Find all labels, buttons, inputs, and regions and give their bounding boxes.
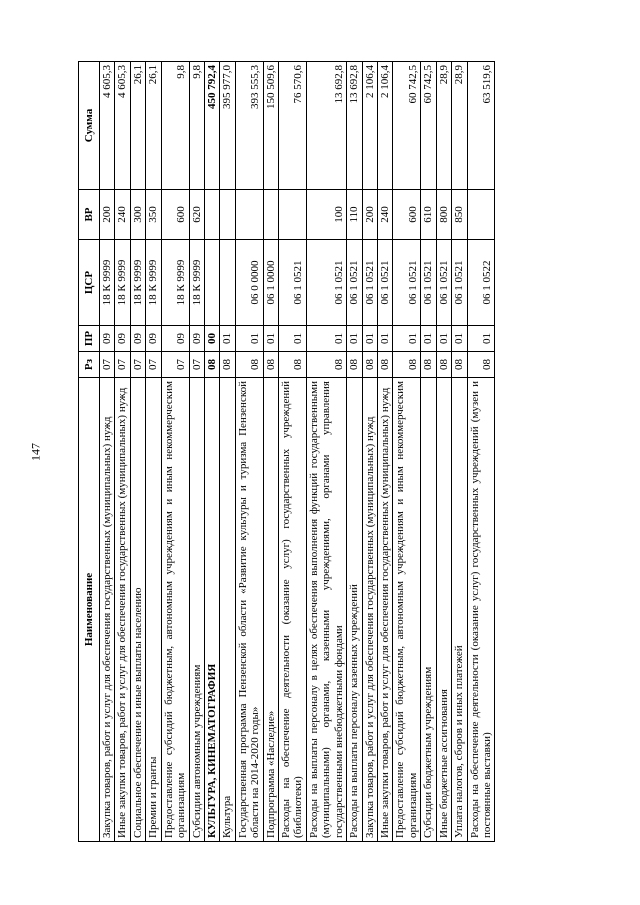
cell-csr: 18 К 9999 bbox=[100, 240, 115, 326]
cell-sum: 13 692,8 bbox=[347, 62, 362, 190]
budget-table bbox=[78, 61, 495, 842]
cell-name: Предоставление субсидий бюджетным, автономным учреждениям и иным некоммерческим организациям bbox=[161, 378, 189, 842]
cell-rz: 08 bbox=[263, 352, 278, 378]
cell-rz: 08 bbox=[220, 352, 235, 378]
cell-csr: 06 1 0521 bbox=[436, 240, 451, 326]
table-row bbox=[115, 62, 130, 842]
table-header-row bbox=[79, 62, 100, 842]
cell-csr: 18 К 9999 bbox=[115, 240, 130, 326]
cell-vr: 300 bbox=[130, 190, 145, 240]
table-row bbox=[421, 62, 436, 842]
cell-rz: 08 bbox=[306, 352, 346, 378]
cell-name: Государственная программа Пензенской области «Развитие культуры и туризма Пензенской области на 2014-2020 годы» bbox=[235, 378, 263, 842]
cell-rz: 08 bbox=[393, 352, 421, 378]
cell-csr: 06 1 0521 bbox=[347, 240, 362, 326]
cell-name: Уплата налогов, сборов и иных платежей bbox=[452, 378, 467, 842]
cell-vr bbox=[263, 190, 278, 240]
table-row bbox=[306, 62, 346, 842]
cell-csr: 06 1 0521 bbox=[306, 240, 346, 326]
cell-vr bbox=[204, 190, 219, 240]
cell-vr: 350 bbox=[146, 190, 161, 240]
cell-csr bbox=[204, 240, 219, 326]
cell-pr: 01 bbox=[378, 326, 393, 352]
cell-pr: 01 bbox=[279, 326, 307, 352]
table-row bbox=[189, 62, 204, 842]
cell-csr: 06 1 0000 bbox=[263, 240, 278, 326]
cell-sum: 393 555,3 bbox=[235, 62, 263, 190]
cell-name: Иные бюджетные ассигнования bbox=[436, 378, 451, 842]
cell-pr: 01 bbox=[362, 326, 377, 352]
cell-vr: 240 bbox=[378, 190, 393, 240]
cell-name: Расходы на выплаты персоналу казенных учреждений bbox=[347, 378, 362, 842]
cell-pr: 01 bbox=[263, 326, 278, 352]
cell-vr: 600 bbox=[393, 190, 421, 240]
cell-csr: 18 К 9999 bbox=[189, 240, 204, 326]
cell-name: Подпрограмма «Наследие» bbox=[263, 378, 278, 842]
cell-sum: 395 977,0 bbox=[220, 62, 235, 190]
cell-pr: 01 bbox=[347, 326, 362, 352]
cell-rz: 08 bbox=[204, 352, 219, 378]
table-row bbox=[347, 62, 362, 842]
cell-name: Иные закупки товаров, работ и услуг для обеспечения государственных (муниципальных) нужд bbox=[378, 378, 393, 842]
cell-sum: 60 742,5 bbox=[393, 62, 421, 190]
cell-rz: 08 bbox=[467, 352, 495, 378]
cell-pr: 01 bbox=[467, 326, 495, 352]
cell-rz: 07 bbox=[189, 352, 204, 378]
cell-sum: 2 106,4 bbox=[362, 62, 377, 190]
cell-name: Расходы на обеспечение деятельности (оказание услуг) государственных учреждений (музеи и постоянные выставки) bbox=[467, 378, 495, 842]
cell-rz: 07 bbox=[146, 352, 161, 378]
cell-csr: 18 К 9999 bbox=[146, 240, 161, 326]
cell-vr: 110 bbox=[347, 190, 362, 240]
cell-name: Культура bbox=[220, 378, 235, 842]
cell-vr: 200 bbox=[100, 190, 115, 240]
cell-sum: 9,8 bbox=[189, 62, 204, 190]
cell-csr: 18 К 9999 bbox=[161, 240, 189, 326]
cell-rz: 07 bbox=[161, 352, 189, 378]
table-row bbox=[146, 62, 161, 842]
table-row bbox=[467, 62, 495, 842]
cell-vr: 100 bbox=[306, 190, 346, 240]
cell-rz: 08 bbox=[362, 352, 377, 378]
cell-name: Предоставление субсидий бюджетным, автономным учреждениям и иным некоммерческим организациям bbox=[393, 378, 421, 842]
cell-name: Социальное обеспечение и иные выплаты населению bbox=[130, 378, 145, 842]
table-row bbox=[452, 62, 467, 842]
cell-sum: 60 742,5 bbox=[421, 62, 436, 190]
cell-pr: 09 bbox=[146, 326, 161, 352]
header-vr: ВР bbox=[79, 190, 100, 240]
cell-sum: 2 106,4 bbox=[378, 62, 393, 190]
cell-name: Субсидии бюджетным учреждениям bbox=[421, 378, 436, 842]
cell-vr: 200 bbox=[362, 190, 377, 240]
cell-pr: 01 bbox=[393, 326, 421, 352]
cell-sum: 150 509,6 bbox=[263, 62, 278, 190]
cell-sum: 4 605,3 bbox=[100, 62, 115, 190]
header-csr: ЦСР bbox=[79, 240, 100, 326]
table-row bbox=[263, 62, 278, 842]
cell-name: КУЛЬТУРА, КИНЕМАТОГРАФИЯ bbox=[204, 378, 219, 842]
cell-name: Премии и гранты bbox=[146, 378, 161, 842]
table-row bbox=[130, 62, 145, 842]
cell-pr: 01 bbox=[235, 326, 263, 352]
header-rz: Рз bbox=[79, 352, 100, 378]
table-row bbox=[204, 62, 219, 842]
cell-rz: 07 bbox=[115, 352, 130, 378]
header-sum: Сумма bbox=[79, 62, 100, 190]
cell-rz: 08 bbox=[378, 352, 393, 378]
cell-csr: 18 К 9999 bbox=[130, 240, 145, 326]
cell-vr: 620 bbox=[189, 190, 204, 240]
cell-csr: 06 1 0521 bbox=[393, 240, 421, 326]
cell-rz: 07 bbox=[130, 352, 145, 378]
cell-pr: 00 bbox=[204, 326, 219, 352]
cell-sum: 28,9 bbox=[436, 62, 451, 190]
cell-pr: 09 bbox=[100, 326, 115, 352]
cell-name: Закупка товаров, работ и услуг для обеспечения государственных (муниципальных) нужд bbox=[362, 378, 377, 842]
cell-name: Закупка товаров, работ и услуг для обеспечения государственных (муниципальных) нужд bbox=[100, 378, 115, 842]
cell-sum: 26,1 bbox=[130, 62, 145, 190]
cell-pr: 01 bbox=[306, 326, 346, 352]
table-body bbox=[100, 62, 495, 842]
cell-csr bbox=[220, 240, 235, 326]
cell-vr: 240 bbox=[115, 190, 130, 240]
cell-sum: 28,9 bbox=[452, 62, 467, 190]
cell-sum: 450 792,4 bbox=[204, 62, 219, 190]
cell-rz: 08 bbox=[421, 352, 436, 378]
cell-rz: 08 bbox=[347, 352, 362, 378]
rotated-page-content bbox=[78, 62, 580, 842]
cell-sum: 63 519,6 bbox=[467, 62, 495, 190]
cell-vr: 600 bbox=[161, 190, 189, 240]
cell-rz: 07 bbox=[100, 352, 115, 378]
cell-csr: 06 1 0521 bbox=[421, 240, 436, 326]
cell-name: Субсидии автономным учреждениям bbox=[189, 378, 204, 842]
cell-pr: 01 bbox=[220, 326, 235, 352]
cell-csr: 06 1 0521 bbox=[452, 240, 467, 326]
cell-rz: 08 bbox=[452, 352, 467, 378]
cell-name: Расходы на обеспечение деятельности (оказание услуг) государственных учреждений (библиотеки) bbox=[279, 378, 307, 842]
cell-pr: 09 bbox=[130, 326, 145, 352]
cell-sum: 9,8 bbox=[161, 62, 189, 190]
header-name: Наименование bbox=[79, 378, 100, 842]
cell-sum: 13 692,8 bbox=[306, 62, 346, 190]
table-row bbox=[378, 62, 393, 842]
cell-sum: 26,1 bbox=[146, 62, 161, 190]
cell-rz: 08 bbox=[436, 352, 451, 378]
header-pr: ПР bbox=[79, 326, 100, 352]
cell-pr: 01 bbox=[436, 326, 451, 352]
cell-vr: 850 bbox=[452, 190, 467, 240]
cell-name: Расходы на выплаты персоналу в целях обеспечения выполнения функций государственными (муниципальными) органами, казенными учреждениями, органами управления государственными внебюджетными фондами bbox=[306, 378, 346, 842]
table-row bbox=[362, 62, 377, 842]
table-row bbox=[279, 62, 307, 842]
cell-pr: 09 bbox=[189, 326, 204, 352]
cell-vr bbox=[467, 190, 495, 240]
cell-rz: 08 bbox=[279, 352, 307, 378]
cell-csr: 06 1 0522 bbox=[467, 240, 495, 326]
table-row bbox=[235, 62, 263, 842]
cell-sum: 4 605,3 bbox=[115, 62, 130, 190]
cell-vr: 610 bbox=[421, 190, 436, 240]
table-row bbox=[161, 62, 189, 842]
cell-csr: 06 1 0521 bbox=[279, 240, 307, 326]
cell-sum: 76 570,6 bbox=[279, 62, 307, 190]
cell-vr bbox=[279, 190, 307, 240]
table-row bbox=[393, 62, 421, 842]
table-row bbox=[220, 62, 235, 842]
cell-name: Иные закупки товаров, работ и услуг для обеспечения государственных (муниципальных) нужд bbox=[115, 378, 130, 842]
cell-rz: 08 bbox=[235, 352, 263, 378]
cell-vr bbox=[235, 190, 263, 240]
table-row bbox=[100, 62, 115, 842]
cell-pr: 01 bbox=[421, 326, 436, 352]
cell-pr: 09 bbox=[161, 326, 189, 352]
table-row bbox=[436, 62, 451, 842]
cell-vr bbox=[220, 190, 235, 240]
cell-pr: 01 bbox=[452, 326, 467, 352]
page-number: 147 bbox=[28, 443, 43, 461]
cell-pr: 09 bbox=[115, 326, 130, 352]
cell-csr: 06 1 0521 bbox=[378, 240, 393, 326]
cell-csr: 06 0 0000 bbox=[235, 240, 263, 326]
cell-csr: 06 1 0521 bbox=[362, 240, 377, 326]
cell-vr: 800 bbox=[436, 190, 451, 240]
